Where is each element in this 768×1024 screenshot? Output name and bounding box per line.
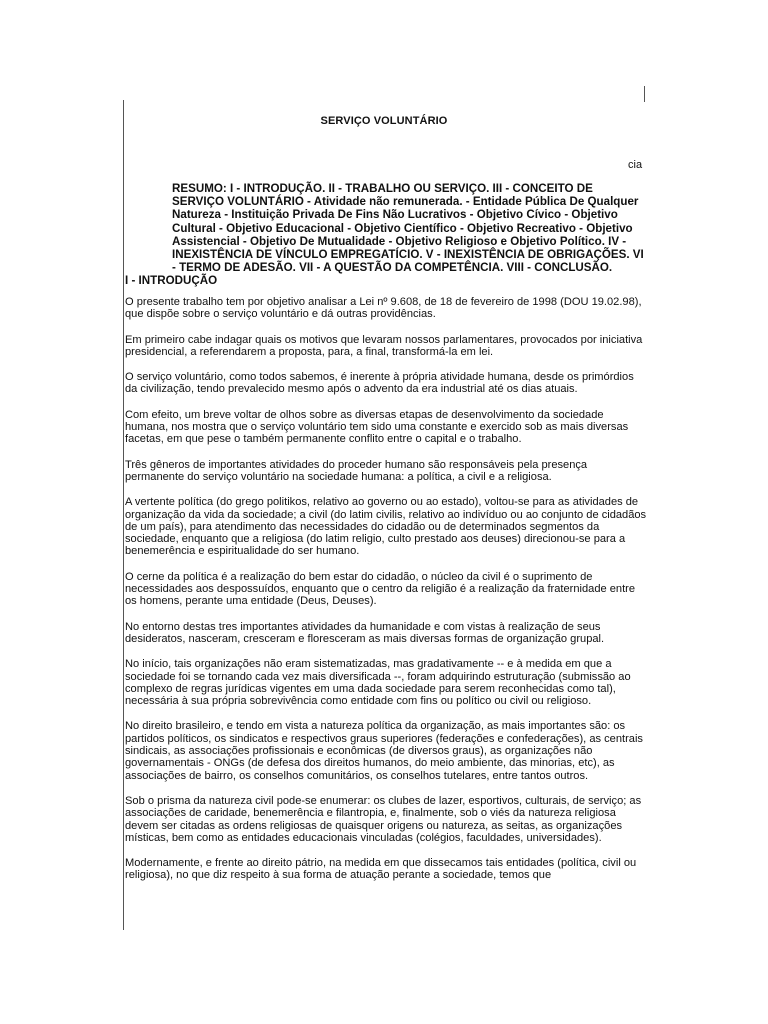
truncated-text-fragment: cia bbox=[628, 159, 643, 171]
paragraph: Com efeito, um breve voltar de olhos sobre as diversas etapas de desenvolvimento da sociedade humana, nos mostra que o serviço voluntário tem sido uma constante e exercido sob as mais diversas facetas, em que pese o também permanente conflito entre o capital e o trabalho. bbox=[125, 408, 629, 446]
paragraph: No entorno destas tres importantes atividades da humanidade e com vistas à realização de seus desideratos, nasceram, cresceram e floresceram as mais diversas formas de organização grupal. bbox=[125, 620, 605, 645]
paragraph: No direito brasileiro, e tendo em vista a natureza política da organização, as mais importantes são: os partidos políticos, os sindicatos e respectivos graus superiores (federações e confederações), as centrais sindicais, as associações profissionais e econômicas (de diversos graus), as organizações não governamentais - ONGs (de defesa dos direitos humanos, do meio ambiente, das minorias, etc), as associações de bairro, os conselhos comunitários, os conselhos tutelares, entre tantos outros. bbox=[125, 720, 643, 782]
section-heading-introduction: I - INTRODUÇÃO bbox=[125, 274, 218, 287]
text-cursor-mark bbox=[644, 86, 645, 102]
paragraph: O cerne da política é a realização do bem estar do cidadão, o núcleo da civil é o suprimento de necessidades aos despossuídos, enquanto que o centro da religião é a realização da fraternidade entre os homens, perante uma entidade (Deus, Deuses). bbox=[125, 570, 636, 608]
paragraph: O serviço voluntário, como todos sabemos, é inerente à própria atividade humana, desde os primórdios da civilização, tendo prevalecido mesmo após o advento da era industrial até os dias atuais. bbox=[125, 371, 634, 396]
document-title: SERVIÇO VOLUNTÁRIO bbox=[320, 115, 448, 127]
summary-block: RESUMO: I - INTRODUÇÃO. II - TRABALHO OU SERVIÇO. III - CONCEITO DE SERVIÇO VOLUNTÁRIO - Atividade não remunerada. - Entidade Pública De Qualquer Natureza - Instituição Privada De Fins Não Lucrativos - Objetivo Cívico - Objetivo Cultural - Objetivo Educacional - Objetivo Científico - Objetivo Recreativo - Objetivo Assistencial - Objetivo De Mutualidade - Objetivo Religioso e Objetivo Político. IV - INEXISTÊNCIA DE VÍNCULO EMPREGATÍCIO. V - INEXISTÊNCIA DE OBRIGAÇÕES. VI - TERMO DE ADESÃO. VII - A QUESTÃO DA COMPETÊNCIA. VIII - CONCLUSÃO. bbox=[172, 182, 644, 275]
paragraph: Modernamente, e frente ao direito pátrio, na medida em que dissecamos tais entidades (política, civil ou religiosa), no que diz respeito à sua forma de atuação perante a sociedade, temos que bbox=[125, 857, 637, 882]
paragraph: O presente trabalho tem por objetivo analisar a Lei nº 9.608, de 18 de fevereiro de 1998 (DOU 19.02.98), que dispõe sobre o serviço voluntário e dá outras providências. bbox=[125, 296, 642, 321]
paragraph: No início, tais organizações não eram sistematizadas, mas gradativamente -- e à medida em que a sociedade foi se tornando cada vez mais diversificada --, foram adquirindo estruturação (submissão ao complexo de regras jurídicas vigentes em uma dada sociedade para serem reconhecidas como tal), necessária à sua própria sobrevivência como entidade com fins ou político ou civil ou religioso. bbox=[125, 658, 631, 708]
paragraph: A vertente política (do grego politikos, relativo ao governo ou ao estado), voltou-se para as atividades de organização da vida da sociedade; a civil (do latim civilis, relativo ao indivíduo ou ao conjunto de cidadãos de um país), para atendimento das necessidades do cidadão ou de determinados segmentos da sociedade, enquanto que a religiosa (do latim religio, culto prestado aos deuses) direcionou-se para a benemerência e espiritualidade do ser humano. bbox=[125, 496, 647, 558]
paragraph: Em primeiro cabe indagar quais os motivos que levaram nossos parlamentares, provocados por iniciativa presidencial, a referendarem a proposta, para, a final, transformá-la em lei. bbox=[125, 333, 643, 358]
left-margin-rule bbox=[123, 100, 124, 930]
paragraph: Três gêneros de importantes atividades do proceder humano são responsáveis pela presença permanente do serviço voluntário na sociedade humana: a política, a civil e a religiosa. bbox=[125, 458, 588, 483]
paragraph: Sob o prisma da natureza civil pode-se enumerar: os clubes de lazer, esportivos, culturais, de serviço; as associações de caridade, benemerência e filantropia, e, finalmente, sob o viés da natureza religiosa devem ser citadas as ordens religiosas de quaisquer origens ou natureza, as seitas, as organizações místicas, bem como as entidades educacionais vinculadas (colégios, faculdades, universidades). bbox=[125, 794, 642, 844]
body-text bbox=[125, 296, 648, 895]
